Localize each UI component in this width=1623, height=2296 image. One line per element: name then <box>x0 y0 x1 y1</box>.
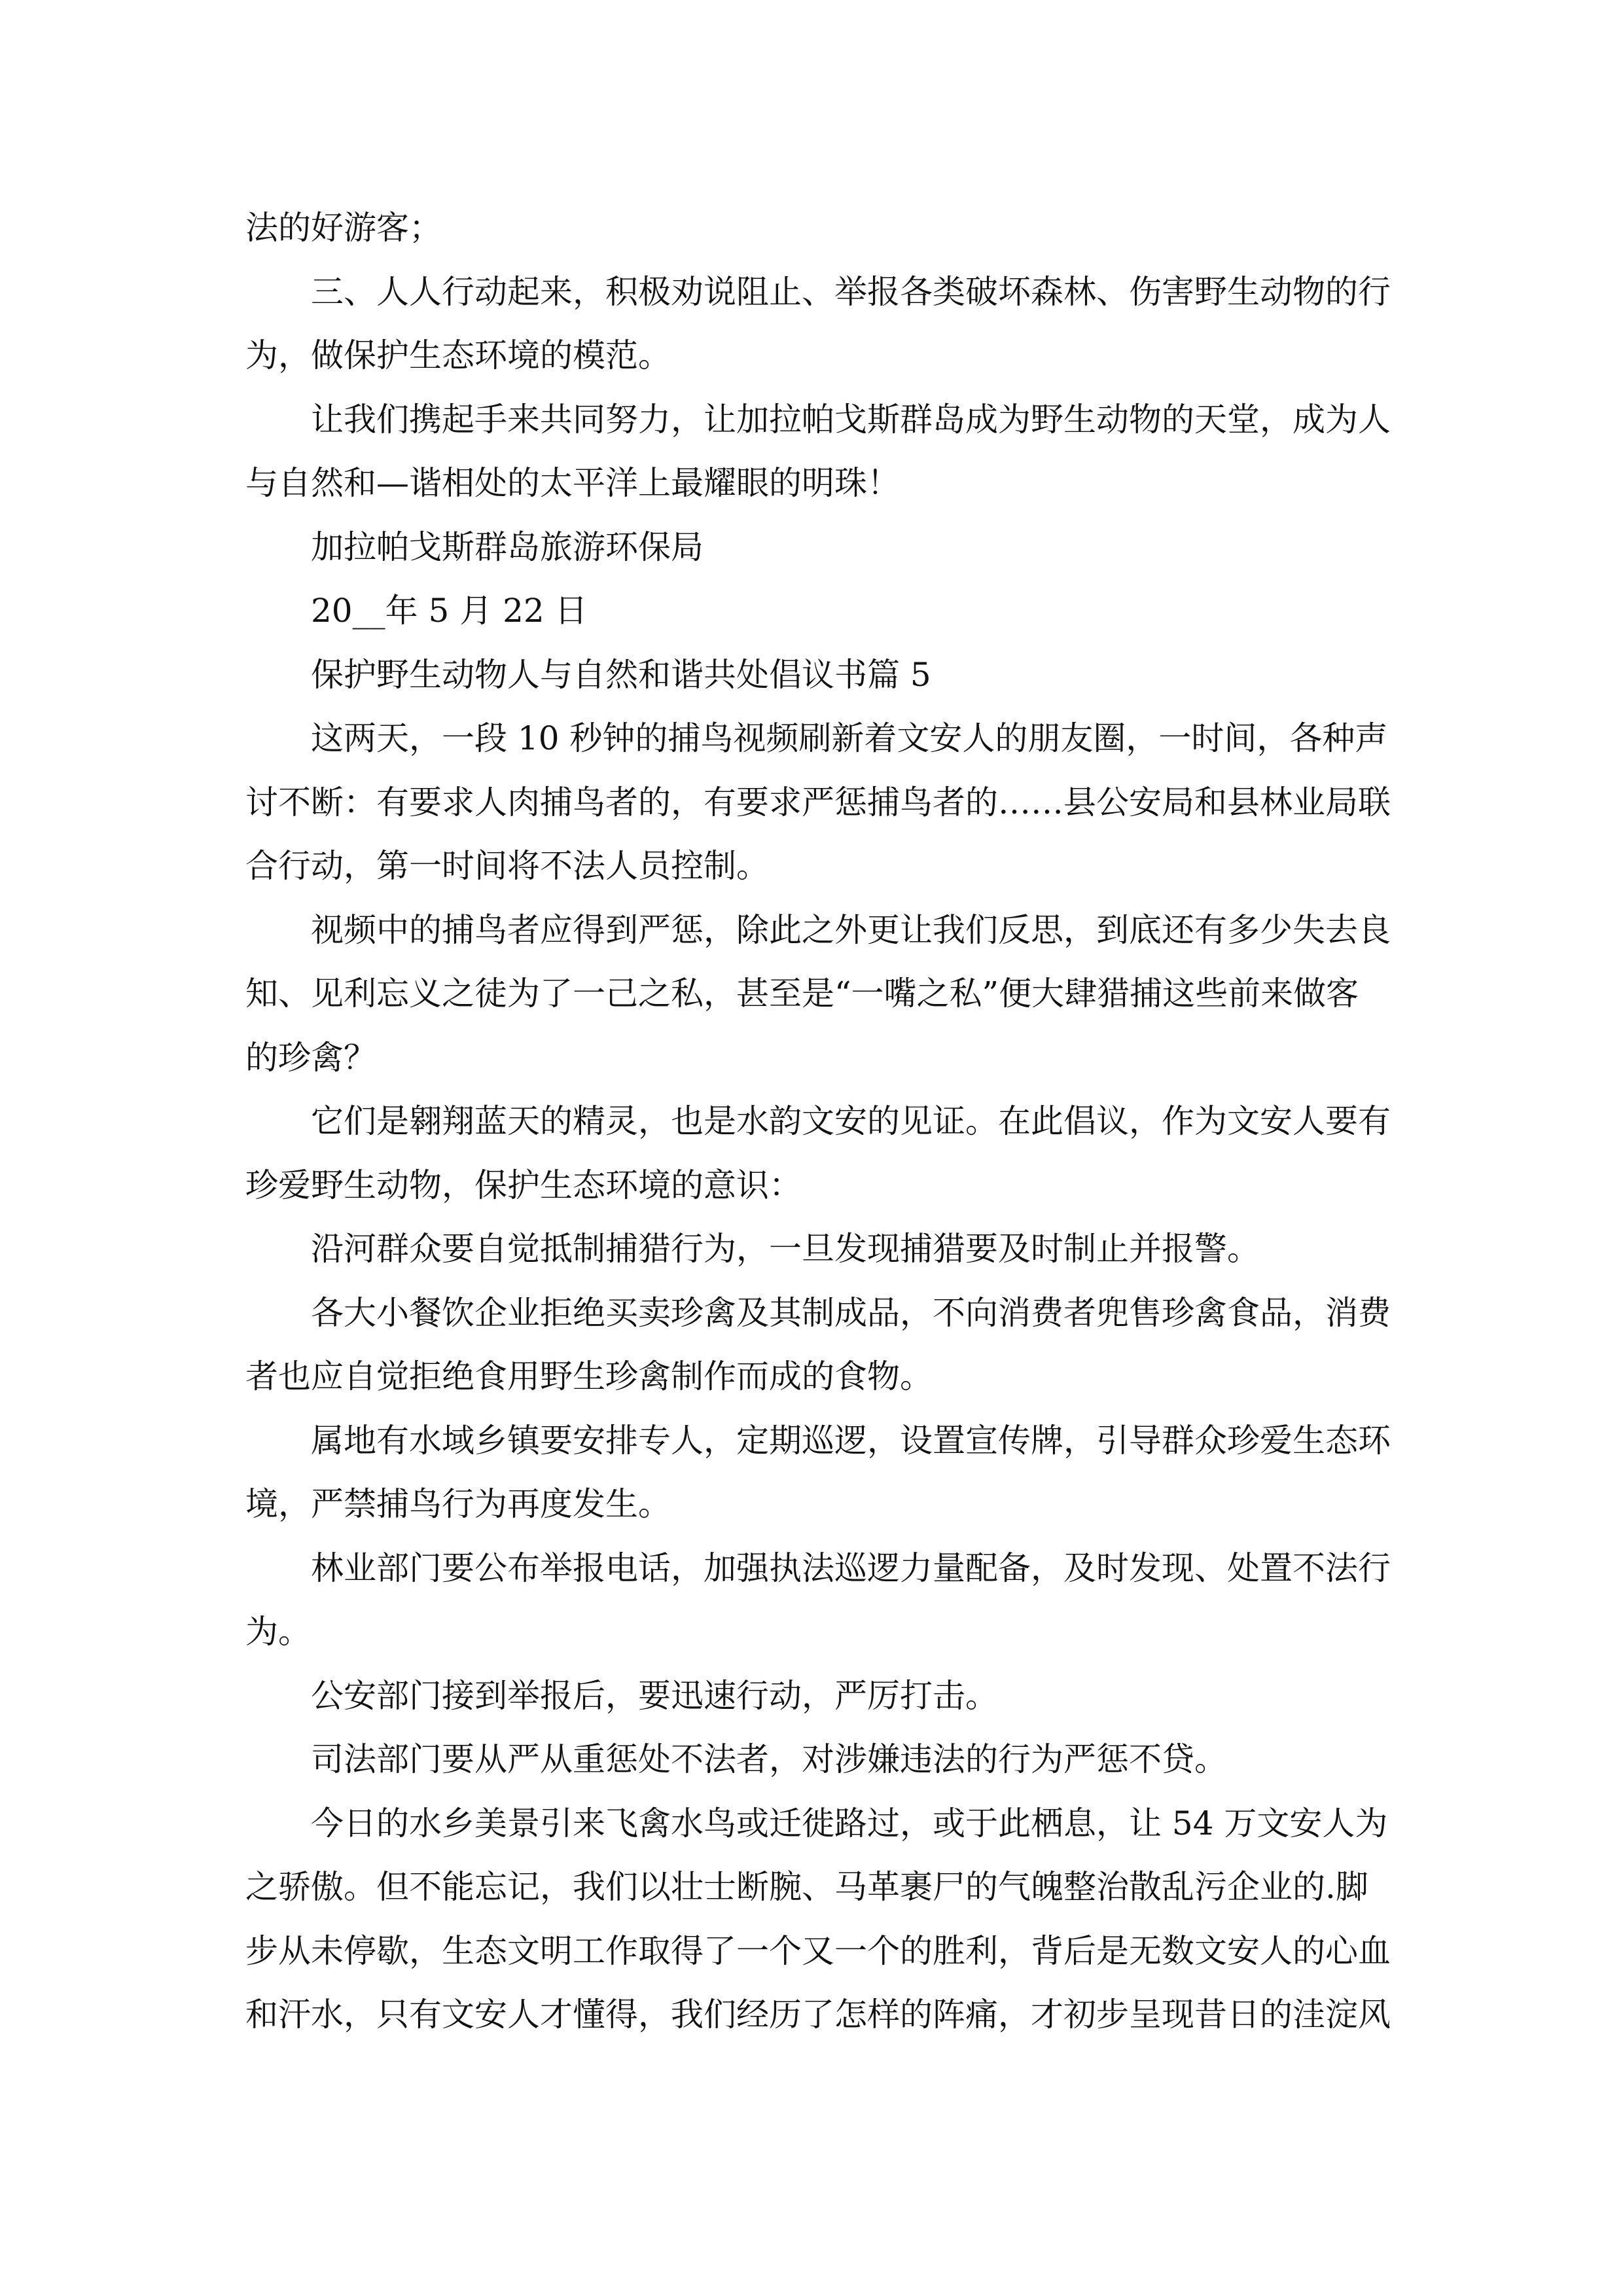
text-line: 为，做保护生态环境的模范。 <box>245 336 671 374</box>
text-line: 珍爱野生动物，保护生态环境的意识： <box>245 1166 802 1204</box>
text-line: 步从未停歇，生态文明工作取得了一个又一个的胜利，背后是无数文安人的心血 <box>245 1931 1391 1970</box>
text-line: 讨不断：有要求人肉捕鸟者的，有要求严惩捕鸟者的……县公安局和县林业局联 <box>245 783 1391 821</box>
text-line: 20__年 5 月 22 日 <box>311 592 588 630</box>
text-line: 公安部门接到举报后，要迅速行动，严厉打击。 <box>311 1676 998 1715</box>
text-line: 与自然和—谐相处的太平洋上最耀眼的明珠！ <box>245 464 900 502</box>
text-line: 各大小餐饮企业拒绝买卖珍禽及其制成品，不向消费者兜售珍禽食品，消费 <box>311 1293 1391 1332</box>
text-line: 的珍禽？ <box>245 1038 376 1077</box>
text-line: 林业部门要公布举报电话，加强执法巡逻力量配备，及时发现、处置不法行 <box>311 1549 1391 1587</box>
text-line: 为。 <box>245 1613 311 1651</box>
text-line: 加拉帕戈斯群岛旅游环保局 <box>311 528 704 566</box>
text-line: 者也应自觉拒绝食用野生珍禽制作而成的食物。 <box>245 1357 933 1395</box>
text-line: 和汗水，只有文安人才懂得，我们经历了怎样的阵痛，才初步呈现昔日的洼淀风 <box>245 1996 1391 2034</box>
text-line: 沿河群众要自觉抵制捕猎行为，一旦发现捕猎要及时制止并报警。 <box>311 1230 1260 1268</box>
text-line: 今日的水乡美景引来飞禽水鸟或迁徙路过，或于此栖息，让 54 万文安人为 <box>311 1804 1388 1842</box>
text-line: 这两天，一段 10 秒钟的捕鸟视频刷新着文安人的朋友圈，一时间，各种声 <box>311 719 1388 757</box>
text-line: 法的好游客； <box>245 209 442 247</box>
text-line: 知、见利忘义之徒为了一己之私，甚至是“一嘴之私”便大肆猎捕这些前来做客 <box>245 975 1359 1013</box>
document-page <box>245 196 1391 2047</box>
text-line: 三、人人行动起来，积极劝说阻止、举报各类破坏森林、伤害野生动物的行 <box>311 272 1391 311</box>
text-line: 合行动，第一时间将不法人员控制。 <box>245 847 769 885</box>
text-line: 保护野生动物人与自然和谐共处倡议书篇 5 <box>311 655 931 694</box>
text-line: 司法部门要从严从重惩处不法者，对涉嫌违法的行为严惩不贷。 <box>311 1740 1227 1778</box>
text-line: 之骄傲。但不能忘记，我们以壮士断腕、马革裹尸的气魄整治散乱污企业的.脚 <box>245 1868 1368 1906</box>
text-line: 它们是翱翔蓝天的精灵，也是水韵文安的见证。在此倡议，作为文安人要有 <box>311 1102 1391 1140</box>
text-line: 视频中的捕鸟者应得到严惩，除此之外更让我们反思，到底还有多少失去良 <box>311 910 1391 949</box>
text-line: 让我们携起手来共同努力，让加拉帕戈斯群岛成为野生动物的天堂，成为人 <box>311 400 1391 439</box>
text-line: 属地有水域乡镇要安排专人，定期巡逻，设置宣传牌，引导群众珍爱生态环 <box>311 1421 1391 1460</box>
text-line: 境，严禁捕鸟行为再度发生。 <box>245 1485 671 1523</box>
